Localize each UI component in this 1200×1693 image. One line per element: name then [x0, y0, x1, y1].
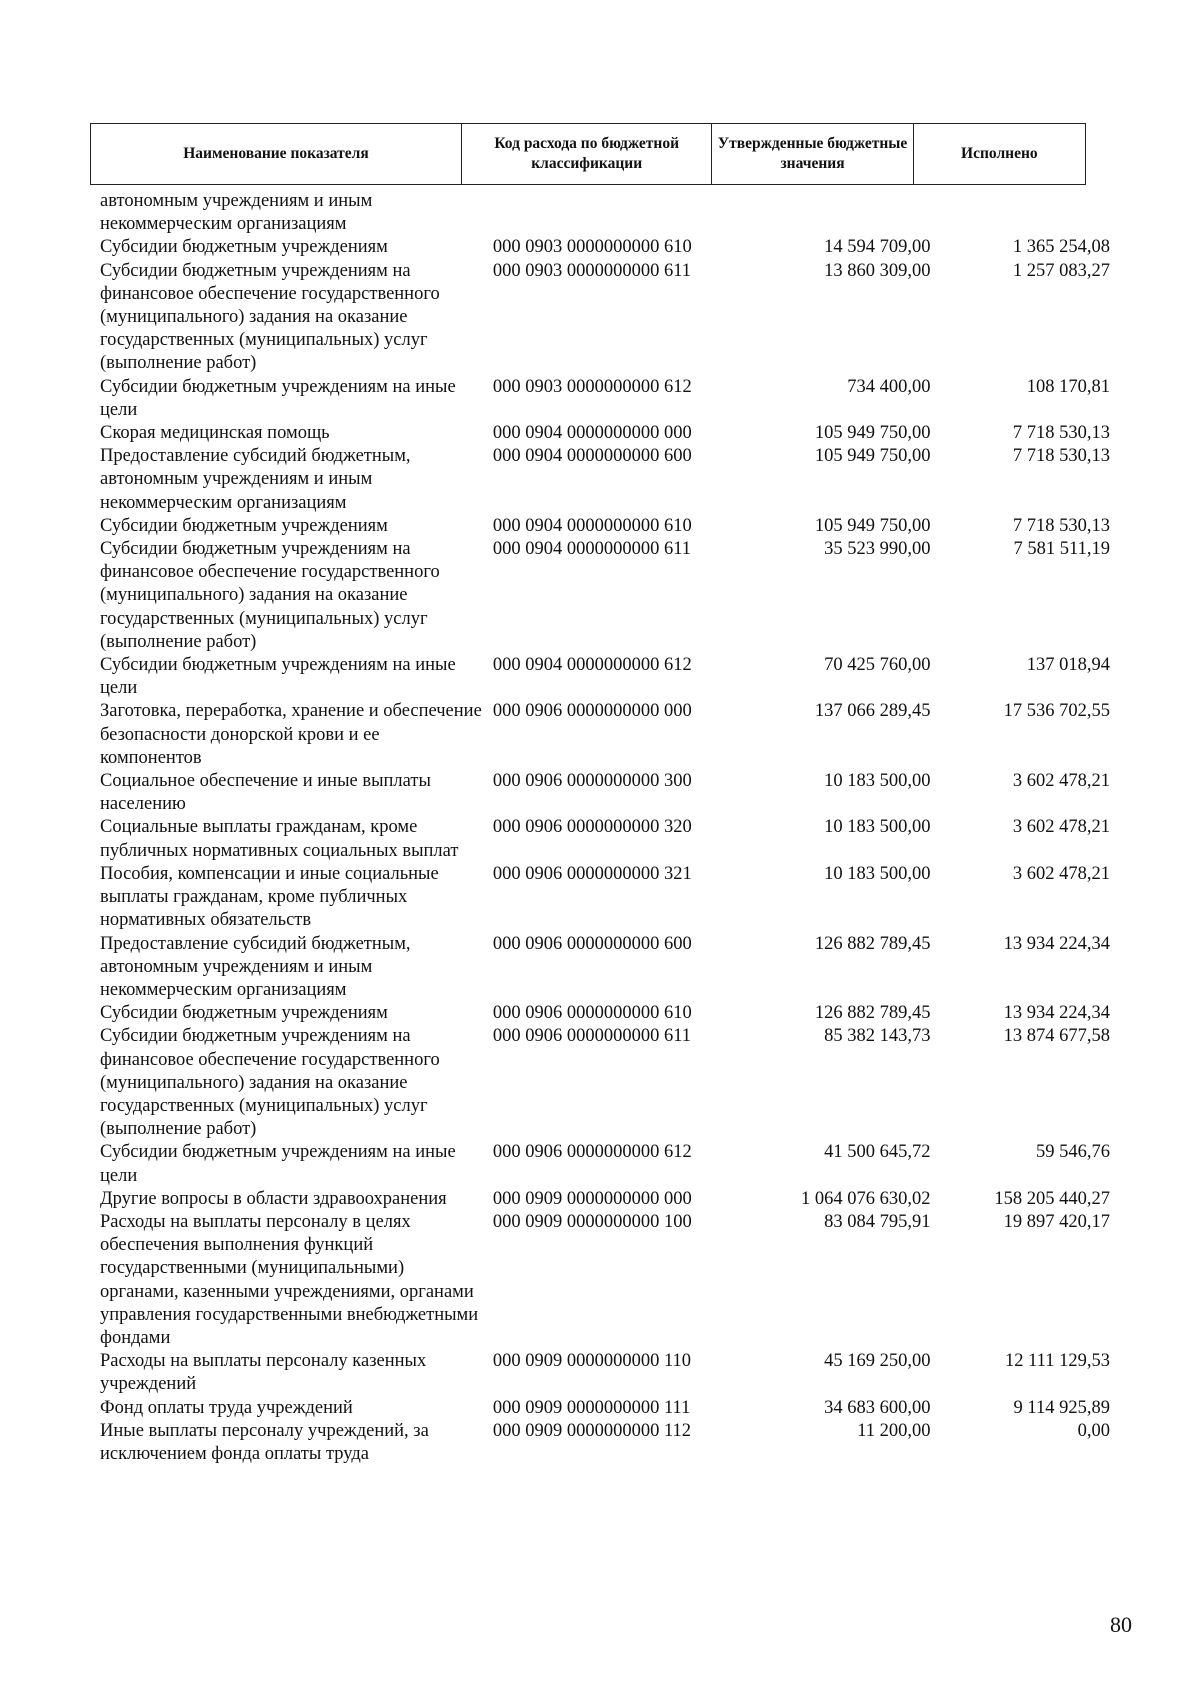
- row-executed-cell: 108 170,81: [1026, 376, 1110, 397]
- row-approved-cell: 126 882 789,45: [814, 1003, 931, 1024]
- row-name-cell: Субсидии бюджетным учреждениям на финансовое обеспечение государственного (муниципального) задания на оказание государственных (муниципальных) услуг (выполнение работ): [100, 539, 440, 652]
- row-approved-cell: 83 084 795,91: [824, 1211, 931, 1232]
- row-approved-cell: 85 382 143,73: [824, 1026, 931, 1047]
- row-code-cell: 000 0903 0000000000 610: [492, 237, 692, 258]
- row-executed-cell: 3 602 478,21: [1012, 817, 1110, 838]
- row-executed-cell: 158 205 440,27: [994, 1188, 1110, 1209]
- row-approved-cell: 70 425 760,00: [824, 655, 931, 676]
- table-body: [90, 190, 1110, 1466]
- row-executed-cell: 9 114 925,89: [1013, 1397, 1110, 1418]
- table-row: [90, 260, 1110, 376]
- row-name-cell: Субсидии бюджетным учреждениям: [100, 237, 388, 258]
- row-executed-cell: 3 602 478,21: [1012, 771, 1110, 792]
- row-executed-cell: 7 718 530,13: [1012, 446, 1110, 467]
- row-code-cell: 000 0909 0000000000 111: [492, 1397, 691, 1418]
- row-code-cell: 000 0909 0000000000 112: [492, 1420, 692, 1441]
- row-approved-cell: 45 169 250,00: [824, 1351, 931, 1372]
- row-code-cell: 000 0903 0000000000 611: [492, 260, 692, 281]
- row-executed-cell: 59 546,76: [1036, 1142, 1110, 1163]
- row-name-cell: Субсидии бюджетным учреждениям: [100, 1003, 388, 1024]
- row-code-cell: 000 0906 0000000000 000: [492, 701, 692, 722]
- header-name: Наименование показателя: [91, 124, 462, 185]
- row-name-cell: Предоставление субсидий бюджетным, автономным учреждениям и иным некоммерческим организациям: [100, 933, 411, 1000]
- row-executed-cell: 17 536 702,55: [1003, 701, 1110, 722]
- row-code-cell: 000 0906 0000000000 610: [492, 1003, 692, 1024]
- table-row: [90, 1350, 1110, 1396]
- row-approved-cell: 14 594 709,00: [824, 237, 931, 258]
- table-row: [90, 422, 1110, 445]
- row-name-cell: Фонд оплаты труда учреждений: [100, 1397, 353, 1418]
- table-row: [90, 1025, 1110, 1141]
- table-row: [90, 1188, 1110, 1211]
- row-code-cell: 000 0904 0000000000 610: [492, 515, 692, 536]
- row-approved-cell: 10 183 500,00: [824, 863, 931, 884]
- row-name-cell: Иные выплаты персоналу учреждений, за исключением фонда оплаты труда: [100, 1420, 429, 1464]
- row-approved-cell: 35 523 990,00: [824, 539, 931, 560]
- row-code-cell: 000 0906 0000000000 612: [492, 1142, 692, 1163]
- row-approved-cell: 13 860 309,00: [824, 260, 931, 281]
- table-row: [90, 376, 1110, 422]
- row-name-cell: Социальное обеспечение и иные выплаты населению: [100, 771, 431, 815]
- row-executed-cell: 13 934 224,34: [1003, 933, 1110, 954]
- row-code-cell: 000 0909 0000000000 110: [492, 1351, 692, 1372]
- row-name-cell: Предоставление субсидий бюджетным, автономным учреждениям и иным некоммерческим организациям: [100, 446, 411, 513]
- page-number: 80: [1110, 1612, 1132, 1637]
- row-code-cell: 000 0909 0000000000 000: [492, 1188, 692, 1209]
- table-row: [90, 700, 1110, 770]
- table-row: [90, 933, 1110, 1003]
- row-name-cell: Субсидии бюджетным учреждениям на иные цели: [100, 655, 456, 699]
- table-row: [90, 1211, 1110, 1350]
- table-row: [90, 1141, 1110, 1187]
- row-approved-cell: 1 064 076 630,02: [801, 1188, 931, 1209]
- table-row: [90, 515, 1110, 538]
- table-row: [90, 1002, 1110, 1025]
- row-code-cell: [483, 190, 717, 236]
- table-row: [90, 863, 1110, 933]
- row-code-cell: 000 0906 0000000000 611: [492, 1026, 692, 1047]
- row-code-cell: 000 0904 0000000000 612: [492, 655, 692, 676]
- row-approved-cell: 137 066 289,45: [814, 701, 931, 722]
- row-approved-cell: 105 949 750,00: [814, 515, 931, 536]
- header-executed: Исполнено: [913, 124, 1085, 185]
- row-executed-cell: 19 897 420,17: [1003, 1211, 1110, 1232]
- table-row: [90, 654, 1110, 700]
- table-row: [90, 1420, 1110, 1466]
- row-approved-cell: 34 683 600,00: [824, 1397, 931, 1418]
- row-code-cell: 000 0906 0000000000 600: [492, 933, 692, 954]
- row-executed-cell: 1 257 083,27: [1012, 260, 1110, 281]
- row-name-cell: Социальные выплаты гражданам, кроме публичных нормативных социальных выплат: [100, 817, 459, 861]
- row-name-cell: Расходы на выплаты персоналу казенных учреждений: [100, 1351, 427, 1395]
- row-approved-cell: 10 183 500,00: [824, 817, 931, 838]
- row-executed-cell: 7 718 530,13: [1012, 515, 1110, 536]
- row-code-cell: 000 0904 0000000000 611: [492, 539, 692, 560]
- row-executed-cell: 13 874 677,58: [1003, 1026, 1110, 1047]
- table-row: [90, 236, 1110, 259]
- row-approved-cell: 11 200,00: [857, 1420, 931, 1441]
- row-name-cell: Субсидии бюджетным учреждениям на иные цели: [100, 1142, 456, 1186]
- row-code-cell: 000 0904 0000000000 000: [492, 423, 692, 444]
- row-code-cell: 000 0903 0000000000 612: [492, 376, 692, 397]
- row-code-cell: 000 0909 0000000000 100: [492, 1211, 692, 1232]
- table-row: [90, 770, 1110, 816]
- row-name-cell: Расходы на выплаты персоналу в целях обеспечения выполнения функций государственными (муниципальными) органами, казенными учреждениями, органами управления государственными внебюджетными фондами: [100, 1211, 479, 1348]
- table-row: [90, 816, 1110, 862]
- row-name-cell: Субсидии бюджетным учреждениям: [100, 515, 388, 536]
- table-row: [90, 1397, 1110, 1420]
- row-approved-cell: 126 882 789,45: [814, 933, 931, 954]
- row-name-cell: Другие вопросы в области здравоохранения: [100, 1188, 447, 1209]
- table-row: [90, 538, 1110, 654]
- row-approved-cell: 41 500 645,72: [824, 1142, 931, 1163]
- row-approved-cell: 734 400,00: [847, 376, 931, 397]
- row-executed-cell: 12 111 129,53: [1004, 1351, 1110, 1372]
- row-approved-cell: 105 949 750,00: [814, 423, 931, 444]
- row-approved-cell: 105 949 750,00: [814, 446, 931, 467]
- row-executed-cell: 7 581 511,19: [1013, 539, 1110, 560]
- table-row: [90, 190, 1110, 236]
- row-executed-cell: 13 934 224,34: [1003, 1003, 1110, 1024]
- row-executed-cell: 137 018,94: [1026, 655, 1110, 676]
- row-executed-cell: 0,00: [1077, 1420, 1110, 1441]
- row-name-cell: Субсидии бюджетным учреждениям на финансовое обеспечение государственного (муниципального) задания на оказание государственных (муниципальных) услуг (выполнение работ): [100, 1026, 440, 1140]
- row-name-cell: Заготовка, переработка, хранение и обеспечение безопасности донорской крови и ее компонентов: [100, 701, 482, 768]
- row-code-cell: 000 0904 0000000000 600: [492, 446, 692, 467]
- row-code-cell: 000 0906 0000000000 300: [492, 771, 692, 792]
- row-executed-cell: 1 365 254,08: [1012, 237, 1110, 258]
- header-row: [91, 124, 1086, 185]
- row-executed-cell: 7 718 530,13: [1012, 423, 1110, 444]
- row-name-cell: Субсидии бюджетным учреждениям на финансовое обеспечение государственного (муниципального) задания на оказание государственных (муниципальных) услуг (выполнение работ): [100, 260, 440, 374]
- row-name-cell: Скорая медицинская помощь: [100, 423, 330, 444]
- row-approved-cell: 10 183 500,00: [824, 771, 931, 792]
- table-row: [90, 445, 1110, 515]
- row-name-cell: автономным учреждениям и иным некоммерческим организациям: [100, 191, 373, 235]
- row-executed-cell: 3 602 478,21: [1012, 863, 1110, 884]
- header-approved: Утвержденные бюджетные значения: [712, 124, 913, 185]
- row-approved-cell: [717, 190, 930, 236]
- row-name-cell: Пособия, компенсации и иные социальные выплаты гражданам, кроме публичных нормативных обязательств: [100, 863, 439, 931]
- row-code-cell: 000 0906 0000000000 320: [492, 817, 692, 838]
- row-executed-cell: [931, 190, 1110, 236]
- table-header: [90, 123, 1086, 185]
- header-code: Код расхода по бюджетной классификации: [461, 124, 711, 185]
- row-name-cell: Субсидии бюджетным учреждениям на иные цели: [100, 376, 456, 420]
- row-code-cell: 000 0906 0000000000 321: [492, 863, 692, 884]
